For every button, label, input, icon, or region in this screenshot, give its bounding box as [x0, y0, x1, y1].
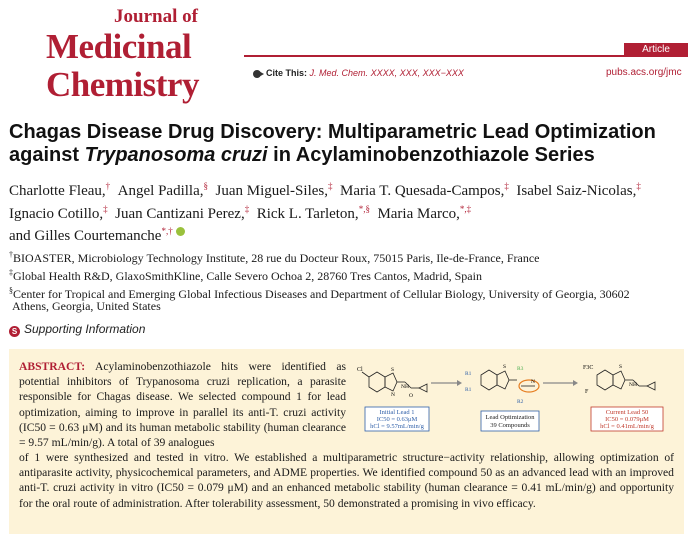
author-list [9, 178, 685, 246]
svg-text:N: N [531, 379, 535, 385]
header-rule [244, 55, 688, 57]
svg-text:hCl = 9.57mL/min/g: hCl = 9.57mL/min/g [370, 423, 424, 430]
cite-label: Cite This: [266, 68, 308, 78]
title-part1: Chagas Disease Drug Discovery: Multiparametric Lead Optimization [9, 121, 656, 143]
affiliation: ‡Global Health R&D, GlaxoSmithKline, Calle Severo Ochoa 2, 28760 Tres Cantos, Madrid, Spain [9, 268, 482, 283]
cite-ref: XXXX, XXX, XXX−XXX [370, 68, 464, 78]
author[interactable]: Ignacio Cotillo,‡ [9, 203, 108, 222]
cite-icon[interactable] [252, 68, 266, 80]
author[interactable]: Angel Padilla,§ [117, 181, 208, 199]
title-part2: against [9, 144, 85, 166]
svg-text:IC50 = 0.63μM: IC50 = 0.63μM [376, 416, 418, 423]
cite-journal: J. Med. Chem. [309, 68, 369, 78]
abstract-text-wide: of 1 were synthesized and tested in vitro. We established a multiparametric structure−activity relationship, allowing optimization of antiparasite activity, physicochemical parameters, and ADME properties. We identified compound 50 as an advanced lead with an improved anti-T. cruzi activity in vitro (IC50 = 0.079 μM) and an enhanced metabolic stability (human clearance = 0.41 mL/min/g) and opportunity for the oral route of administration. After tolerability assessment, 50 demonstrated a promising in vivo efficacy. [19, 451, 674, 510]
svg-text:F3C: F3C [583, 365, 594, 371]
supporting-info-icon: S [9, 326, 20, 337]
journal-name-line1: Journal of [114, 6, 198, 27]
journal-name-line2: Medicinal [46, 27, 192, 66]
affiliation: §Center for Tropical and Emerging Global Infectious Diseases and Department of Cellular Biology, University of Georgia, 30602 [9, 286, 630, 301]
svg-text:O: O [409, 393, 413, 399]
compound-50-structure [597, 370, 655, 390]
abstract-box [9, 349, 684, 534]
abstract-label: ABSTRACT: [19, 360, 86, 373]
svg-text:Lead Optimization: Lead Optimization [485, 414, 535, 421]
svg-text:IC50 = 0.079μM: IC50 = 0.079μM [605, 416, 649, 423]
orcid-icon[interactable] [176, 227, 185, 236]
title-italic: Trypanosoma cruzi [84, 144, 268, 166]
author[interactable]: Charlotte Fleau,† [9, 181, 111, 199]
journal-url-link[interactable]: pubs.acs.org/jmc [606, 67, 682, 78]
abstract-text-narrow: ABSTRACT: Acylaminobenzothiazole hits were identified as potential inhibitors of Trypanosoma cruzi replication, a parasite responsible for Chagas disease. We selected compound 1 for lead optimization, aiming to improve in parallel its anti-T. cruzi activity (IC50 = 0.63 μM) and its human metabolic stability (human clearance = 9.57 mL/min/g). A total of 39 analogues [19, 360, 346, 450]
cl-label: Cl [357, 367, 363, 373]
svg-text:Initial Lead 1: Initial Lead 1 [379, 409, 415, 416]
article-type-badge: Article [624, 43, 688, 57]
article-title [9, 121, 679, 167]
svg-text:F: F [585, 389, 589, 395]
svg-text:39 Compounds: 39 Compounds [490, 422, 530, 429]
author[interactable]: Rick L. Tarleton,*,§ [256, 203, 370, 222]
author[interactable]: and Gilles Courtemanche*,† [9, 226, 173, 244]
svg-text:S: S [503, 364, 507, 370]
author[interactable]: Isabel Saiz-Nicolas,‡ [516, 181, 641, 199]
author[interactable]: Maria Marco,*,‡ [377, 203, 472, 222]
svg-text:R1: R1 [465, 371, 472, 377]
svg-text:NH: NH [629, 382, 637, 388]
author[interactable]: Juan Cantizani Perez,‡ [115, 203, 250, 222]
svg-text:R2: R2 [517, 399, 524, 405]
svg-text:N: N [391, 392, 395, 398]
supporting-information-link[interactable]: S Supporting Information [9, 322, 145, 337]
svg-text:hCl = 0.41mL/min/g: hCl = 0.41mL/min/g [600, 423, 654, 430]
svg-text:S: S [391, 367, 395, 373]
svg-text:NH: NH [401, 384, 409, 390]
author[interactable]: Maria T. Quesada-Campos,‡ [339, 181, 509, 199]
svg-text:Current Lead 50: Current Lead 50 [605, 409, 649, 416]
title-part3: in Acylaminobenzothiazole Series [267, 144, 595, 166]
svg-text:S: S [619, 364, 623, 370]
cite-this[interactable] [266, 68, 464, 78]
svg-text:R1: R1 [465, 387, 472, 393]
compound-1-structure [362, 372, 427, 392]
affiliation: Athens, Georgia, United States [12, 299, 161, 313]
affiliation: †BIOASTER, Microbiology Technology Institute, 28 rue du Docteur Roux, 75015 Paris, Ile-de-France, France [9, 250, 540, 265]
journal-name-line3: Chemistry [46, 65, 199, 104]
author[interactable]: Juan Miguel-Siles,‡ [215, 181, 333, 199]
svg-text:R3: R3 [517, 366, 524, 372]
toc-graphic [345, 355, 678, 445]
